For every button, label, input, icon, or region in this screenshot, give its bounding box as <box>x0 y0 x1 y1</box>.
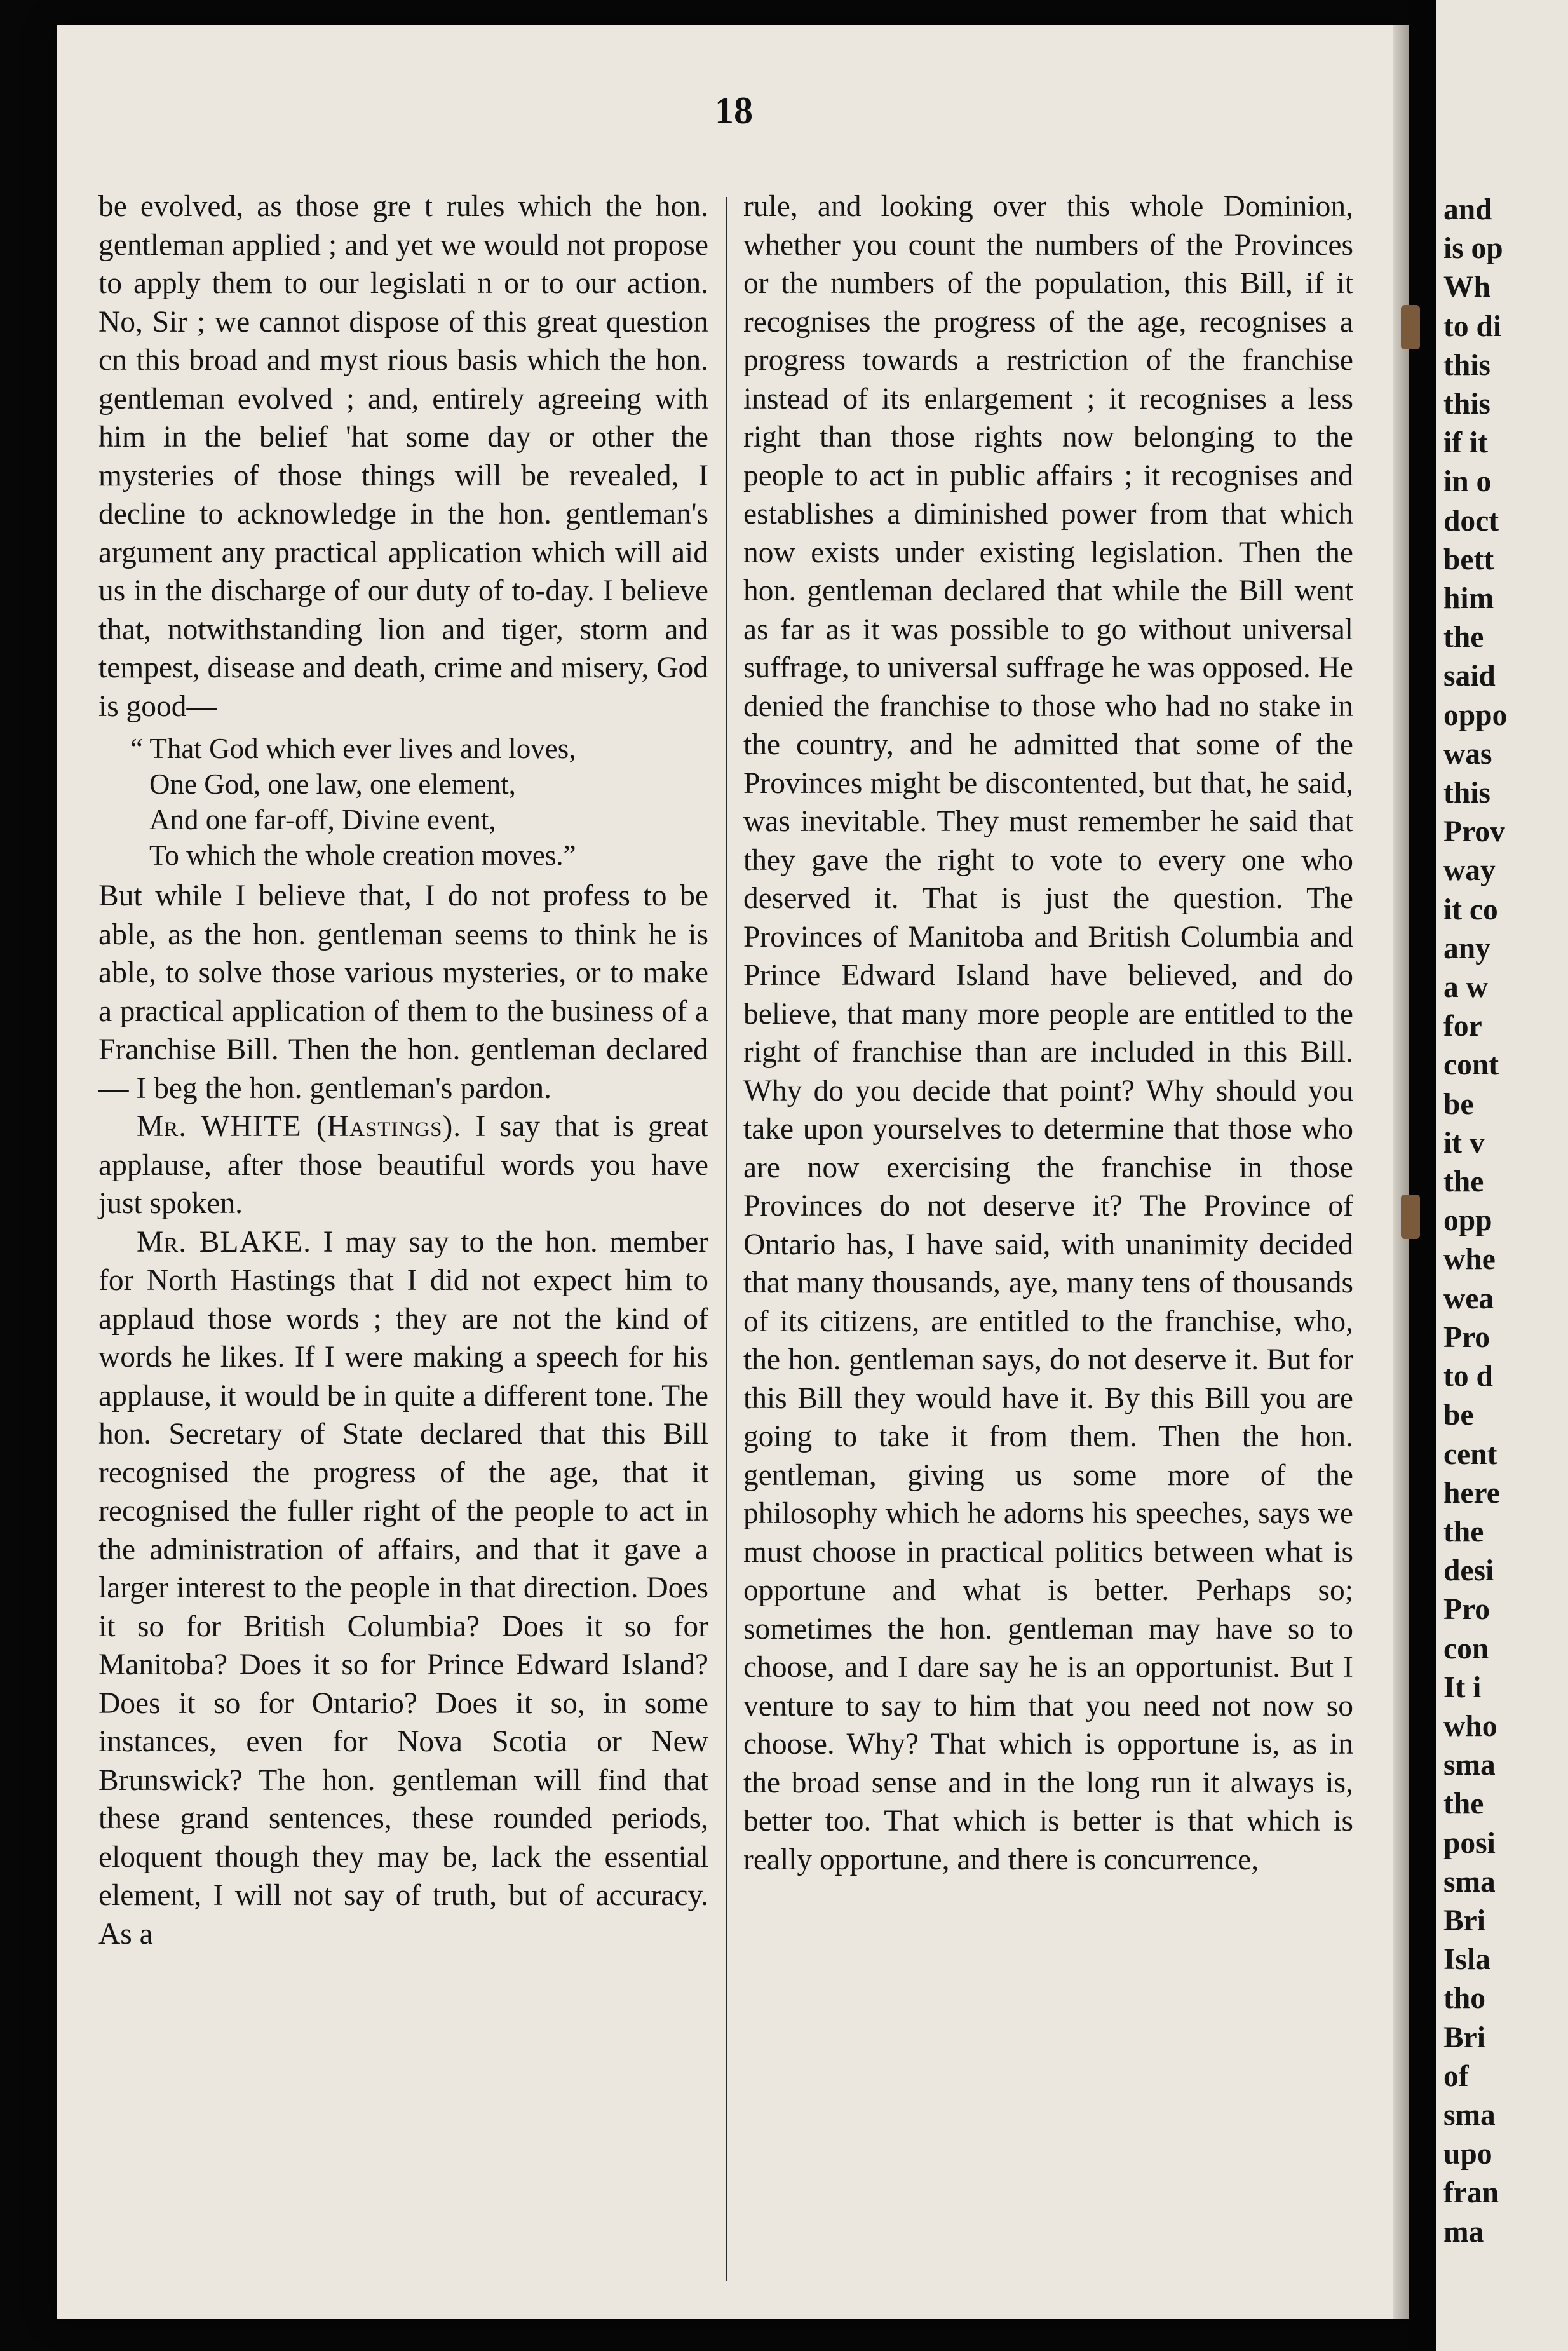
binding-clip <box>1401 305 1420 349</box>
poem-line-3: And one far-off, Divine event, <box>149 804 496 836</box>
speaker-name: Mr. BLAKE. <box>137 1225 311 1259</box>
next-page-fragment: for <box>1443 1010 1482 1043</box>
speaker-name: Mr. WHITE (Hastings). <box>137 1110 462 1143</box>
next-page-fragment: wea <box>1443 1282 1494 1315</box>
next-page-fragment: if it <box>1443 426 1488 460</box>
next-page-fragments <box>1443 191 1507 2252</box>
left-paragraph-1: be evolved, as those gre t rules which the hon. gentleman applied ; and yet we would not propose to apply them to our legislati n or to our action. No, Sir ; we cannot dispose of this great question cn this broad and myst rious basis which the hon. gentleman evolved ; and, entirely agreeing with him in the belief 'hat some day or other the mysteries of those things will be revealed, I decline to acknowledge in the hon. gentleman's argument any practical application which will aid us in the discharge of our duty of to-day. I believe that, notwithstanding lion and tiger, storm and tempest, disease and death, crime and misery, God is good— <box>98 190 708 723</box>
next-page-fragment: him <box>1443 582 1494 616</box>
next-page-fragment: to d <box>1443 1360 1493 1393</box>
speech-white <box>98 1108 708 1223</box>
next-page-fragment: tho <box>1443 1982 1485 2016</box>
next-page-fragment: be <box>1443 1087 1474 1121</box>
right-paragraph: rule, and looking over this whole Dominion, whether you count the numbers of the Provinces or the numbers of the population, this Bill, if it recognises the progress of the age, recognises a progress towards a restriction of the franchise instead of its enlargement ; it recognises a less right than those rights now belonging to the people to act in public affairs ; it recognises and establishes a diminished power from that which now exists under existing legislation. Then the hon. gentleman declared that while the Bill went as far as it was possible to go without universal suffrage, to universal suffrage he was opposed. He denied the franchise to those who had no stake in the country, and he admitted that some of the Provinces might be discontented, but that, he said, was inevitable. They must remember he said that they gave the right to vote to every one who deserved it. That is just the question. The Provinces of Manitoba and British Columbia and Prince Edward Island have believed, and do believe, that many more people are entitled to the right of franchise than are included in this Bill. Why do you decide that point? Why should you take upon yourselves to determine that those who are now exercising the franchise in those Provinces do not deserve it? The Province of Ontario has, I have said, with unanimity decided that many thousands, aye, many tens of thousands of its citizens, are entitled to the franchise, who, the hon. gentleman says, do not deserve it. But for this Bill they would have it. By this Bill you are going to take it from them. Then the hon. gentleman, giving us some more of the philosophy which he adorns his speeches, says we must choose in practical politics between what is opportune and what is better. Perhaps so; sometimes the hon. gentleman may have so to choose, and I dare say he is an opportunist. But I venture to say to him that you need not now so choose. Why? That which is opportune is, as in the broad sense and in the long run it always is, better too. That which is better is that which is really opportune, and there is concurrence, <box>743 190 1353 1876</box>
next-page-fragment: who <box>1443 1709 1497 1743</box>
right-column <box>743 187 1353 1879</box>
next-page-fragment: con <box>1443 1632 1489 1665</box>
next-page-fragment: whe <box>1443 1243 1496 1277</box>
next-page-fragment: Prov <box>1443 815 1505 849</box>
next-page-fragment: was <box>1443 737 1492 771</box>
next-page-fragment: it v <box>1443 1126 1485 1160</box>
next-page-fragment: posi <box>1443 1826 1496 1860</box>
next-page-fragment: bett <box>1443 543 1494 576</box>
next-page-fragment: fran <box>1443 2176 1499 2210</box>
poem-line-2: One God, one law, one element, <box>149 768 516 800</box>
next-page-fragment: way <box>1443 854 1496 888</box>
next-page-fragment: Wh <box>1443 271 1490 304</box>
next-page-fragment: is op <box>1443 232 1503 266</box>
next-page-fragment: be <box>1443 1399 1474 1432</box>
column-divider <box>726 197 727 2281</box>
next-page-fragment: sma <box>1443 1749 1496 1782</box>
page-fold-shadow <box>1393 25 1410 2319</box>
document-page <box>57 25 1410 2319</box>
next-page-fragment: said <box>1443 660 1496 693</box>
next-page-fragment: in o <box>1443 465 1492 499</box>
poem-line-4: To which the whole creation moves.” <box>149 839 576 871</box>
book-gutter <box>1409 0 1437 2351</box>
next-page-fragment: of <box>1443 2059 1469 2093</box>
next-page-fragment: upo <box>1443 2138 1492 2171</box>
next-page-fragment: desi <box>1443 1554 1494 1588</box>
next-page-fragment: the <box>1443 1787 1484 1821</box>
poem-quote <box>98 731 708 873</box>
next-page-fragment: the <box>1443 1515 1484 1548</box>
page-number: 18 <box>715 90 753 132</box>
next-page-fragment: ma <box>1443 2215 1484 2249</box>
left-column <box>98 187 708 1953</box>
poem-line-1: “ That God which ever lives and loves, <box>130 733 576 764</box>
next-page-fragment: it co <box>1443 893 1498 926</box>
next-page-fragment: oppo <box>1443 698 1508 732</box>
next-page-fragment: this <box>1443 348 1490 382</box>
next-page-fragment: Pro <box>1443 1320 1490 1354</box>
next-page-fragment: and <box>1443 193 1492 226</box>
next-page-fragment: Bri <box>1443 2021 1485 2054</box>
next-page-edge <box>1436 0 1568 2351</box>
next-page-fragment: sma <box>1443 1865 1496 1899</box>
next-page-fragment: this <box>1443 388 1490 421</box>
next-page-fragment: the <box>1443 1165 1484 1199</box>
next-page-fragment: the <box>1443 621 1484 654</box>
next-page-fragment: It i <box>1443 1670 1482 1704</box>
next-page-fragment: Pro <box>1443 1593 1490 1627</box>
next-page-fragment: cont <box>1443 1048 1499 1082</box>
speech-text: I may say to the hon. member for North Hastings that I did not expect him to applaud those words ; they are not the kind of words he likes. If I were making a speech for his applause, it would be in quite a different tone. The hon. Secretary of State declared that this Bill recognised the progress of the age, that it recognised the fuller right of the people to act in the administration of affairs, and that it gave a larger interest to the people in that direction. Does it so for British Columbia? Does it so for Manitoba? Does it so for Prince Edward Island? Does it so for Ontario? Does it so, in some instances, even for Nova Scotia or New Brunswick? The hon. gentleman will find that these grand sentences, these rounded periods, eloquent though they may be, lack the essential element, I will not say of truth, but of accuracy. As a <box>98 1225 708 1951</box>
next-page-fragment: opp <box>1443 1204 1492 1238</box>
next-page-fragment: Isla <box>1443 1943 1490 1977</box>
left-paragraph-2: But while I believe that, I do not profess to be able, as the hon. gentleman seems to think he is able, to solve those various mysteries, or to make a practical application of them to the business of a Franchise Bill. Then the hon. gentleman declared— I beg the hon. gentleman's pardon. <box>98 879 708 1105</box>
speech-blake <box>98 1223 708 1954</box>
next-page-fragment: doct <box>1443 504 1499 538</box>
next-page-fragment: sma <box>1443 2098 1496 2132</box>
next-page-fragment: to di <box>1443 309 1502 343</box>
next-page-fragment: Bri <box>1443 1904 1485 1937</box>
next-page-fragment: a w <box>1443 971 1488 1005</box>
next-page-fragment: cent <box>1443 1437 1497 1471</box>
binding-clip <box>1401 1195 1420 1239</box>
next-page-fragment: here <box>1443 1476 1500 1510</box>
speech-text: I say that is great applause, after those beautiful words you have just spoken. <box>98 1110 708 1220</box>
next-page-fragment: any <box>1443 932 1490 965</box>
next-page-fragment: this <box>1443 776 1490 810</box>
